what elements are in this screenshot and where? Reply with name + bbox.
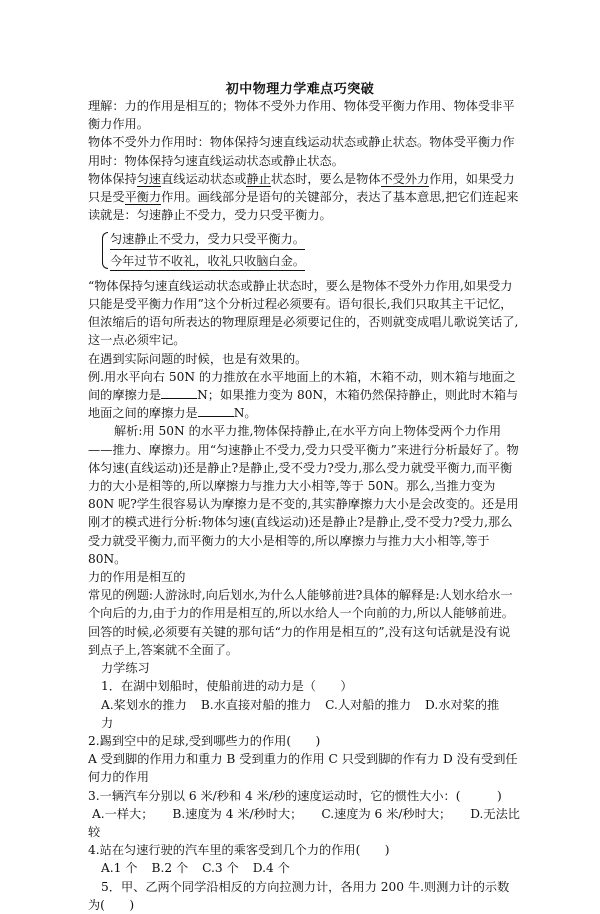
section-heading-interaction: 力的作用是相互的 <box>88 570 186 585</box>
paragraph-no-force: 物体不受外力作用时：物体保持匀速直线运动状态或静止状态。物体受平衡力作用时：物体保持匀速直线运动状态或静止状态。 <box>88 135 515 168</box>
question-3-stem: 3.一辆汽车分别以 6 米/秒和 4 米/秒的速度运动时，它的惯性大小：( ) <box>88 788 502 803</box>
question-1-options <box>88 696 520 732</box>
paragraph-practical: 在遇到实际问题的时候，也是有效果的。 <box>88 351 308 366</box>
underlined-term: 静止 <box>246 171 271 186</box>
question-5-stem: 5．甲、乙两个同学沿相反的方向拉测力计，各用力 200 牛.则测力计的示数为( ) <box>88 879 510 912</box>
question-4-options <box>88 859 520 877</box>
option-c: C.3 个 <box>202 861 239 876</box>
option-d: D.4 个 <box>252 861 290 876</box>
answer-blank <box>198 404 234 417</box>
paragraph-understanding: 理解：力的作用是相互的；物体不受外力作用、物体受平衡力作用、物体受非平衡力作用。 <box>88 99 515 132</box>
paragraph-key-phrase: 物体保持匀速直线运动状态或静止状态时，要么是物体不受外力作用，如果受力只是受平衡力作用。画线部分是语句的关键部分，表达了基本意思,把它们连起来读就是：匀速静止不受力，受力只受平衡力。 <box>88 171 519 223</box>
option-a: A.一样大； <box>92 806 154 821</box>
option-b: B.水直接对船的推力 <box>200 697 312 712</box>
option-a: A.桨划水的推力 <box>101 697 187 712</box>
option-c: C.速度为 6 米/秒时大； <box>321 806 452 821</box>
question-4-stem: 4.站在匀速行驶的汽车里的乘客受到几个力的作用( ) <box>88 843 390 858</box>
question-1-stem: 1．在湖中划船时，使船前进的动力是（ ） <box>101 679 353 694</box>
mnemonic-brace <box>102 230 520 270</box>
option-d: D.水对桨的推力 <box>101 697 500 730</box>
mnemonic-line-2: 今年过节不收礼，收礼只收脑白金。 <box>110 252 305 271</box>
underlined-term: 不受外力 <box>380 171 430 186</box>
option-d: D.无法比 <box>470 806 520 821</box>
answer-blank <box>161 386 197 399</box>
question-2-stem: 2.踢到空中的足球,受到哪些力的作用( ) <box>88 733 321 748</box>
example-question: 例.用水平向右 50N 的力推放在水平地面上的木箱，木箱不动，则木箱与地面之间的摩擦力是 N；如果推力变为 80N，木箱仍然保持静止，则此时木箱与地面之间的摩擦力是 N。 <box>88 369 519 421</box>
underlined-term: 平衡力 <box>124 190 162 205</box>
option-b: B.2 个 <box>151 861 189 876</box>
paragraph-solution: 解析:用 50N 的水平力推,物体保持静止,在水平方向上物体受两个力作用——推力、摩擦力。用“匀速静止不受力,受力只受平衡力”来进行分析最好了。物体匀速(直线运动)还是静止?是静止,受不受力?受力,那么受力就受平衡力,而平衡力的大小是相等的,所以摩擦力与推力大小相等,等于 50N。那么,当推力变为 80N 呢?学生很容易认为摩擦力是不变的,其实静摩擦力大小是会改变的。还是用刚才的模式进行分析:物体匀速(直线运动)还是静止?是静止,受不受力?受力,那么受力就受平衡力,而平衡力的大小是相等的,所以摩擦力与推力大小相等,等于 80N。 <box>88 424 519 566</box>
paragraph-analysis-note: “物体保持匀速直线运动状态或静止状态时，要么是物体不受外力作用,如果受力只能是受平衡力作用”这个分析过程必须要有。语句很长,我们只取其主干记忆，但浓缩后的语句所表达的物理原理是必须要记住的，否则就变成唱儿歌说笑话了,这一点必须牢记。 <box>88 278 519 348</box>
option-c: C.人对船的推力 <box>325 697 412 712</box>
question-2-options: A 受到脚的作用力和重力 B 受到重力的作用 C 只受到脚的作有力 D 没有受到任何力的作用 <box>88 752 518 785</box>
document-body <box>88 97 520 914</box>
underlined-term: 匀速 <box>136 171 162 186</box>
section-heading-practice: 力学练习 <box>101 661 150 676</box>
question-3-options <box>88 805 520 823</box>
question-3-tail: 较 <box>88 824 101 839</box>
option-a: A.1 个 <box>101 861 138 876</box>
page-title: 初中物理力学难点巧突破 <box>225 82 375 97</box>
paragraph-common-example: 常见的例题:人游泳时,向后划水,为什么人能够前进?具体的解释是:人划水给水一个向后的力,由于力的作用是相互的,所以水给人一个向前的力,所以人能够前进。回答的时候,必须要有关键的那句话“力的作用是相互的”,没有这句话就是没有说到点子上,答案就不全面了。 <box>88 588 514 657</box>
option-b: B.速度为 4 米/秒时大； <box>172 806 303 821</box>
mnemonic-line-1: 匀速静止不受力，受力只受平衡力。 <box>110 230 305 249</box>
